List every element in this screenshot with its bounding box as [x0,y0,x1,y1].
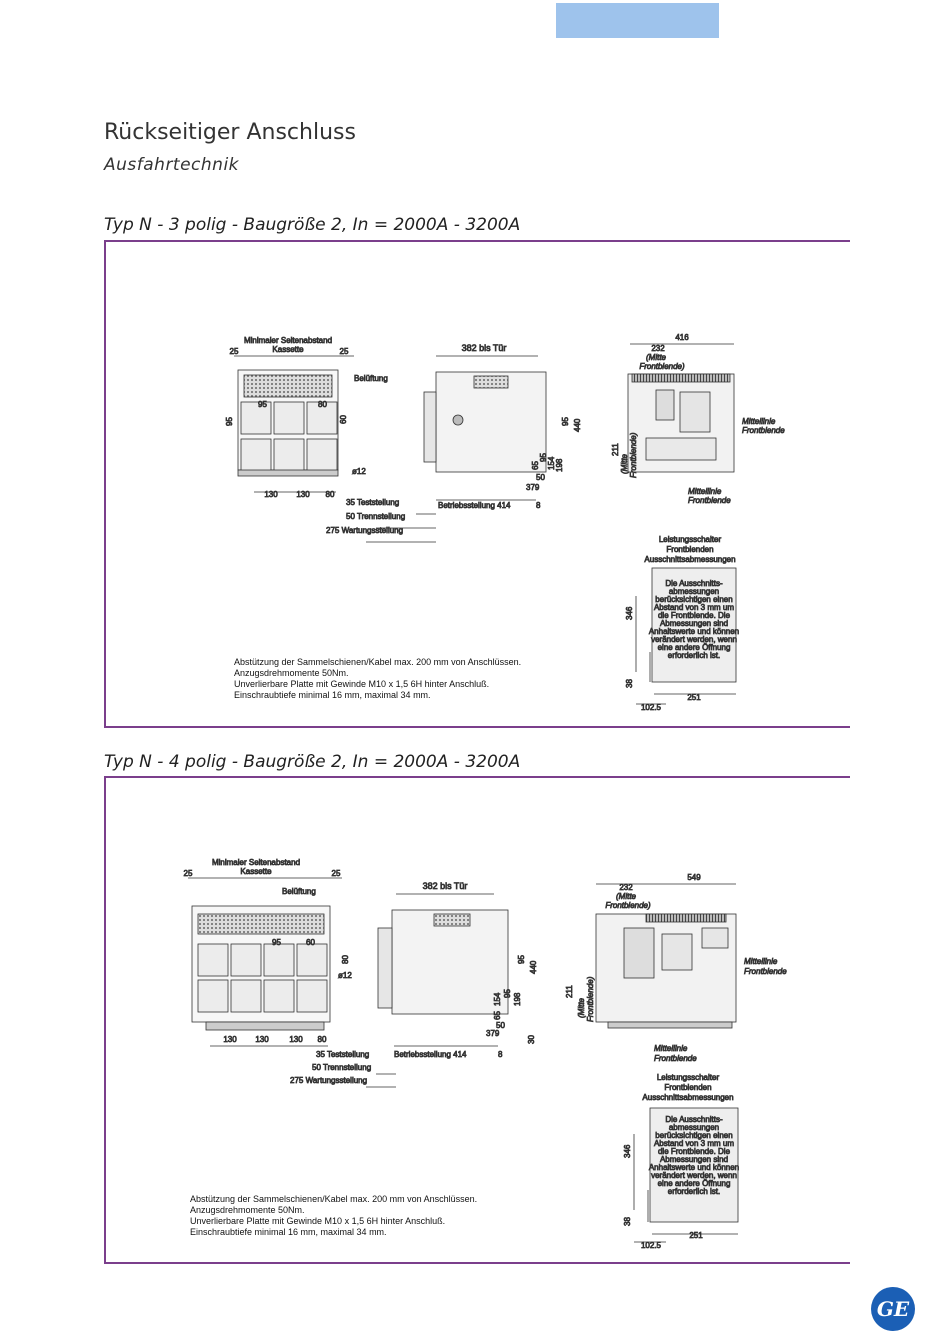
side4-50: 50 [496,1021,505,1030]
page-subtitle: Ausfahrtechnik [104,155,240,175]
front-heading-1: Minimaler Seitenabstand [243,336,333,345]
face-ml2-b: Frontblende [688,496,731,505]
side4-v198: 198 [513,992,522,1006]
cutout4-h3: Ausschnittsabmessungen [642,1093,734,1102]
front4-d60: 60 [306,938,315,947]
front4-vent: Belüftung [282,887,316,896]
side-trenn: 50 Trennstellung [346,512,406,521]
note-3: Einschraubtiefe minimal 16 mm, maximal 34 mm. [234,690,431,700]
cutout-v346: 346 [625,606,634,620]
front-hole: ø12 [352,467,366,476]
side-door: 382 bis Tür [461,343,507,353]
side4-v95b: 95 [503,989,512,998]
front-d95v: 95 [225,417,234,426]
cutout-h3: Ausschnittsabmessungen [644,555,736,564]
face4-w549: 549 [687,873,701,882]
cutout4-box-9: erforderlich ist. [667,1187,721,1196]
side4-v440: 440 [529,960,538,974]
front-view-4 [184,858,353,1046]
cutout4-box-1: abmessungen [668,1123,720,1132]
cutout4-v38: 38 [623,1217,632,1226]
face4-ml1-a: Mittellinie [744,957,778,966]
drawing-4-pole [106,778,850,1262]
cutout4-h1: Leistungsschalter [656,1073,720,1082]
face4-ml2-a: Mittellinie [654,1044,688,1053]
cutout-view [625,535,739,712]
note-1: Anzugsdrehmomente 50Nm. [234,668,349,678]
cutout4-w1025: 102.5 [640,1241,662,1250]
face-ml2-a: Mittellinie [688,487,722,496]
cutout4-box-7: verändert werden, wenn [651,1171,737,1180]
side4-trenn: 50 Trennstellung [312,1063,372,1072]
side-v154: 154 [547,456,556,470]
side-betrieb: Betriebsstellung 414 [438,501,511,510]
side-v65: 65 [531,461,540,470]
cutout4-v346: 346 [623,1144,632,1158]
cutout-box-3: Abstand von 3 mm um [653,603,735,612]
face-mitte-v1: (Mitte [620,454,629,474]
face4-mitte-1: (Mitte [616,892,636,901]
cutout4-box-0: Die Ausschnitts- [665,1115,723,1124]
note4-1: Anzugsdrehmomente 50Nm. [190,1205,305,1215]
front-d95: 95 [258,400,267,409]
front4-w1: 130 [223,1035,237,1044]
ge-logo: GE [871,1287,915,1331]
cutout-w251: 251 [687,693,701,702]
side4-test: 35 Teststellung [316,1050,370,1059]
side-view [326,343,582,542]
cutout-view-4 [623,1073,739,1250]
face-h211: 211 [611,443,620,456]
face-mitte-v2: Frontblende) [629,432,638,478]
front-view [225,336,388,499]
cutout-box-1: abmessungen [668,587,720,596]
front4-hole: ø12 [338,971,352,980]
face-view [611,333,785,505]
face4-mitte-v1: (Mitte [577,998,586,1018]
cutout-box-7: verändert werden, wenn [651,635,737,644]
notes-4-pole [190,1194,477,1237]
face-w232: 232 [651,344,665,353]
drawing-3-pole [106,242,850,726]
face4-w232: 232 [619,883,633,892]
cutout4-h2: Frontblenden [664,1083,712,1092]
side-v95: 95 [561,417,570,426]
section-title-3-pole: Typ N - 3 polig - Baugröße 2, In = 2000A - 3200A [104,215,521,235]
front-side-right: 25 [339,347,349,356]
drawing-frame-4-pole [104,776,850,1264]
cutout-box-6: Anhaltswerte und können [648,627,740,636]
front-w3: 80 [325,490,335,499]
cutout-box-8: eine andere Öffnung [657,643,731,652]
front4-d80v: 80 [341,955,350,964]
face4-ml1-b: Frontblende [744,967,787,976]
face-ml1-a: Mittellinie [742,417,776,426]
front4-w4: 80 [317,1035,327,1044]
cutout-box-4: die Frontblende. Die [657,611,731,620]
face4-mitte-v2: Frontblende) [586,976,595,1022]
side4-wart: 275 Wartungsstellung [290,1076,368,1085]
side-v440: 440 [573,418,582,432]
side-379: 379 [526,483,540,492]
cutout4-box-3: Abstand von 3 mm um [653,1139,735,1148]
side-8: 8 [536,501,541,510]
front4-w3: 130 [289,1035,303,1044]
note4-0: Abstützung der Sammelschienen/Kabel max. 200 mm von Anschlüssen. [190,1194,478,1204]
note4-2: Unverlierbare Platte mit Gewinde M10 x 1,5 6H hinter Anschluß. [190,1216,446,1226]
side-50: 50 [536,473,545,482]
front4-w2: 130 [255,1035,269,1044]
front-w2: 130 [296,490,310,499]
front4-d95: 95 [272,938,281,947]
face-ml1-b: Frontblende [742,426,785,435]
page-title: Rückseitiger Anschluss [104,120,356,145]
cutout-v38: 38 [625,679,634,688]
side4-8: 8 [498,1050,503,1059]
side4-v154: 154 [493,992,502,1006]
side-test: 35 Teststellung [346,498,400,507]
cutout-h2: Frontblenden [666,545,714,554]
front4-side-right: 25 [331,869,341,878]
drawing-frame-3-pole [104,240,850,728]
side4-v95: 95 [517,955,526,964]
cutout-w1025: 102.5 [640,703,662,712]
front4-heading-2: Kassette [240,867,272,876]
side4-v65: 65 [493,1011,502,1020]
face-mitte-2: Frontblende) [639,362,685,371]
cutout-box-5: Abmessungen sind [659,619,729,628]
side-v198: 198 [555,458,564,472]
front-side-left: 25 [229,347,239,356]
note4-3: Einschraubtiefe minimal 16 mm, maximal 34 mm. [190,1227,387,1237]
note-0: Abstützung der Sammelschienen/Kabel max. 200 mm von Anschlüssen. [234,657,522,667]
note-2: Unverlierbare Platte mit Gewinde M10 x 1,5 6H hinter Anschluß. [234,679,490,689]
front-d80: 80 [318,400,327,409]
cutout4-box-5: Abmessungen sind [659,1155,729,1164]
section-title-4-pole: Typ N - 4 polig - Baugröße 2, In = 2000A - 3200A [104,752,521,772]
cutout4-box-4: die Frontblende. Die [657,1147,731,1156]
front-heading-2: Kassette [272,345,304,354]
side4-door: 382 bis Tür [422,881,468,891]
front4-heading-1: Minimaler Seitenabstand [211,858,301,867]
side-v95b: 95 [539,453,548,462]
notes-3-pole [234,657,521,700]
face-mitte-1: (Mitte [646,353,666,362]
cutout-h1: Leistungsschalter [658,535,722,544]
face4-ml2-b: Frontblende [654,1054,697,1063]
face4-h211: 211 [565,985,574,998]
header-tab [556,3,719,38]
cutout-box-9: erforderlich ist. [667,651,721,660]
cutout4-box-8: eine andere Öffnung [657,1179,731,1188]
face-view-4 [565,873,787,1063]
cutout4-box-2: berücksichtigen einen [655,1131,733,1140]
cutout4-box-6: Anhaltswerte und können [648,1163,740,1172]
front4-side-left: 25 [183,869,193,878]
side4-379: 379 [486,1029,500,1038]
vent-label: Belüftung [354,374,388,383]
cutout4-w251: 251 [689,1231,703,1240]
face4-mitte-2: Frontblende) [605,901,651,910]
side4-betrieb: Betriebsstellung 414 [394,1050,467,1059]
vent-grille [244,375,332,397]
front-d60: 60 [339,415,348,424]
side-wart: 275 Wartungsstellung [326,526,404,535]
side4-d30: 30 [527,1035,536,1044]
cutout-box-2: berücksichtigen einen [655,595,733,604]
front-w1: 130 [264,490,278,499]
cutout-box-0: Die Ausschnitts- [665,579,723,588]
face-w416: 416 [675,333,689,342]
